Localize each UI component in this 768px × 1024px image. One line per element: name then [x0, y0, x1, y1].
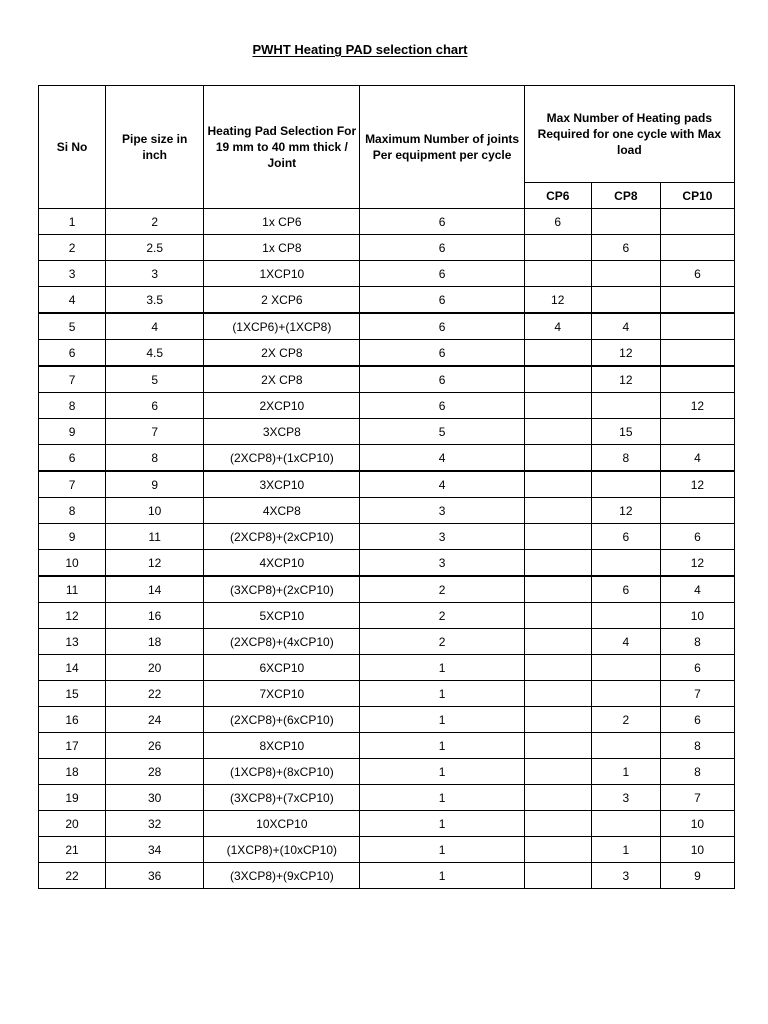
- table-row: [39, 419, 735, 445]
- cell-cp8: 12: [591, 366, 660, 393]
- cell-si-no: 18: [39, 759, 106, 785]
- table-row: [39, 681, 735, 707]
- table-row: [39, 313, 735, 340]
- cell-max-joints: 4: [360, 445, 524, 472]
- cell-cp10: 12: [660, 550, 734, 577]
- table-row: [39, 524, 735, 550]
- table-row: [39, 287, 735, 314]
- table-row: [39, 261, 735, 287]
- cell-pipe-size: 2.5: [106, 235, 204, 261]
- cell-cp10: [660, 287, 734, 314]
- header-cp8: CP8: [591, 183, 660, 209]
- cell-pipe-size: 3: [106, 261, 204, 287]
- cell-max-joints: 1: [360, 655, 524, 681]
- cell-max-joints: 1: [360, 785, 524, 811]
- header-si-no: Si No: [39, 86, 106, 209]
- cell-si-no: 5: [39, 313, 106, 340]
- cell-heating-pad-selection: (1XCP8)+(8xCP10): [204, 759, 360, 785]
- cell-max-joints: 6: [360, 393, 524, 419]
- cell-max-joints: 2: [360, 629, 524, 655]
- cell-si-no: 17: [39, 733, 106, 759]
- cell-cp8: [591, 681, 660, 707]
- cell-pipe-size: 5: [106, 366, 204, 393]
- header-cp10: CP10: [660, 183, 734, 209]
- cell-si-no: 3: [39, 261, 106, 287]
- cell-cp6: [524, 340, 591, 367]
- cell-heating-pad-selection: 8XCP10: [204, 733, 360, 759]
- header-max-pads-group: Max Number of Heating pads Required for one cycle with Max load: [524, 86, 734, 183]
- cell-heating-pad-selection: 1x CP6: [204, 209, 360, 235]
- cell-heating-pad-selection: 7XCP10: [204, 681, 360, 707]
- cell-max-joints: 6: [360, 366, 524, 393]
- table-row: [39, 733, 735, 759]
- cell-cp10: 9: [660, 863, 734, 889]
- cell-heating-pad-selection: (2XCP8)+(2xCP10): [204, 524, 360, 550]
- cell-max-joints: 1: [360, 681, 524, 707]
- cell-heating-pad-selection: 1XCP10: [204, 261, 360, 287]
- cell-heating-pad-selection: (1XCP8)+(10xCP10): [204, 837, 360, 863]
- header-cp6: CP6: [524, 183, 591, 209]
- cell-cp8: [591, 261, 660, 287]
- cell-heating-pad-selection: (2XCP8)+(1xCP10): [204, 445, 360, 472]
- header-max-joints: Maximum Number of joints Per equipment per cycle: [360, 86, 524, 209]
- cell-cp10: 8: [660, 629, 734, 655]
- cell-pipe-size: 34: [106, 837, 204, 863]
- table-body: [39, 209, 735, 889]
- cell-cp6: [524, 471, 591, 498]
- cell-heating-pad-selection: 4XCP8: [204, 498, 360, 524]
- cell-si-no: 4: [39, 287, 106, 314]
- cell-si-no: 22: [39, 863, 106, 889]
- cell-heating-pad-selection: 2 XCP6: [204, 287, 360, 314]
- cell-cp6: [524, 366, 591, 393]
- cell-si-no: 14: [39, 655, 106, 681]
- cell-pipe-size: 9: [106, 471, 204, 498]
- cell-si-no: 11: [39, 576, 106, 603]
- cell-pipe-size: 24: [106, 707, 204, 733]
- cell-cp8: 6: [591, 576, 660, 603]
- cell-cp6: 6: [524, 209, 591, 235]
- cell-cp10: 8: [660, 733, 734, 759]
- cell-cp10: 7: [660, 785, 734, 811]
- document-title: PWHT Heating PAD selection chart: [252, 42, 468, 57]
- cell-cp10: 10: [660, 603, 734, 629]
- cell-cp10: 10: [660, 837, 734, 863]
- cell-si-no: 21: [39, 837, 106, 863]
- cell-cp8: [591, 550, 660, 577]
- cell-cp6: 4: [524, 313, 591, 340]
- cell-cp8: 4: [591, 629, 660, 655]
- cell-cp10: 6: [660, 655, 734, 681]
- cell-cp6: [524, 733, 591, 759]
- cell-heating-pad-selection: 2X CP8: [204, 366, 360, 393]
- cell-pipe-size: 12: [106, 550, 204, 577]
- cell-pipe-size: 4: [106, 313, 204, 340]
- cell-pipe-size: 2: [106, 209, 204, 235]
- cell-cp10: 4: [660, 445, 734, 472]
- cell-cp10: [660, 498, 734, 524]
- cell-cp8: [591, 471, 660, 498]
- cell-si-no: 12: [39, 603, 106, 629]
- cell-pipe-size: 7: [106, 419, 204, 445]
- cell-pipe-size: 18: [106, 629, 204, 655]
- cell-heating-pad-selection: 5XCP10: [204, 603, 360, 629]
- cell-cp10: 6: [660, 524, 734, 550]
- cell-max-joints: 5: [360, 419, 524, 445]
- cell-cp8: 4: [591, 313, 660, 340]
- cell-cp10: 10: [660, 811, 734, 837]
- cell-heating-pad-selection: (2XCP8)+(4xCP10): [204, 629, 360, 655]
- cell-si-no: 15: [39, 681, 106, 707]
- cell-cp8: 2: [591, 707, 660, 733]
- cell-pipe-size: 32: [106, 811, 204, 837]
- cell-max-joints: 3: [360, 498, 524, 524]
- table-row: [39, 340, 735, 367]
- cell-pipe-size: 6: [106, 393, 204, 419]
- table-row: [39, 550, 735, 577]
- cell-heating-pad-selection: 4XCP10: [204, 550, 360, 577]
- cell-cp8: [591, 603, 660, 629]
- cell-cp6: [524, 550, 591, 577]
- cell-si-no: 16: [39, 707, 106, 733]
- cell-pipe-size: 10: [106, 498, 204, 524]
- cell-cp8: 1: [591, 759, 660, 785]
- cell-cp6: [524, 681, 591, 707]
- cell-heating-pad-selection: 1x CP8: [204, 235, 360, 261]
- cell-cp6: [524, 576, 591, 603]
- table-row: [39, 655, 735, 681]
- cell-max-joints: 3: [360, 524, 524, 550]
- cell-cp6: [524, 498, 591, 524]
- cell-max-joints: 6: [360, 287, 524, 314]
- cell-max-joints: 2: [360, 603, 524, 629]
- cell-cp10: [660, 235, 734, 261]
- cell-si-no: 8: [39, 393, 106, 419]
- table-row: [39, 209, 735, 235]
- table-row: [39, 576, 735, 603]
- cell-heating-pad-selection: 10XCP10: [204, 811, 360, 837]
- cell-cp10: [660, 419, 734, 445]
- cell-cp6: 12: [524, 287, 591, 314]
- cell-pipe-size: 16: [106, 603, 204, 629]
- cell-max-joints: 1: [360, 863, 524, 889]
- table-row: [39, 498, 735, 524]
- cell-max-joints: 3: [360, 550, 524, 577]
- cell-max-joints: 6: [360, 209, 524, 235]
- cell-si-no: 7: [39, 471, 106, 498]
- cell-cp6: [524, 629, 591, 655]
- cell-cp6: [524, 235, 591, 261]
- table-row: [39, 471, 735, 498]
- cell-cp6: [524, 863, 591, 889]
- cell-cp6: [524, 419, 591, 445]
- cell-si-no: 6: [39, 340, 106, 367]
- cell-max-joints: 1: [360, 811, 524, 837]
- cell-cp6: [524, 837, 591, 863]
- cell-cp8: [591, 209, 660, 235]
- cell-heating-pad-selection: 6XCP10: [204, 655, 360, 681]
- cell-pipe-size: 8: [106, 445, 204, 472]
- cell-cp6: [524, 707, 591, 733]
- cell-cp10: 8: [660, 759, 734, 785]
- cell-si-no: 9: [39, 419, 106, 445]
- cell-si-no: 20: [39, 811, 106, 837]
- cell-max-joints: 6: [360, 340, 524, 367]
- cell-cp6: [524, 655, 591, 681]
- cell-cp8: 1: [591, 837, 660, 863]
- cell-max-joints: 1: [360, 707, 524, 733]
- cell-pipe-size: 20: [106, 655, 204, 681]
- cell-max-joints: 2: [360, 576, 524, 603]
- cell-cp8: [591, 811, 660, 837]
- cell-cp8: [591, 393, 660, 419]
- cell-si-no: 6: [39, 445, 106, 472]
- cell-cp6: [524, 759, 591, 785]
- cell-si-no: 1: [39, 209, 106, 235]
- cell-cp10: [660, 209, 734, 235]
- cell-cp6: [524, 393, 591, 419]
- cell-heating-pad-selection: 3XCP8: [204, 419, 360, 445]
- cell-cp10: [660, 313, 734, 340]
- cell-pipe-size: 3.5: [106, 287, 204, 314]
- cell-si-no: 2: [39, 235, 106, 261]
- cell-heating-pad-selection: 2X CP8: [204, 340, 360, 367]
- cell-cp8: 6: [591, 235, 660, 261]
- cell-cp6: [524, 524, 591, 550]
- cell-cp10: 6: [660, 707, 734, 733]
- cell-cp8: 3: [591, 863, 660, 889]
- cell-pipe-size: 14: [106, 576, 204, 603]
- cell-max-joints: 6: [360, 313, 524, 340]
- cell-cp8: [591, 287, 660, 314]
- header-heating-pad-selection: Heating Pad Selection For 19 mm to 40 mm thick / Joint: [204, 86, 360, 209]
- cell-heating-pad-selection: 3XCP10: [204, 471, 360, 498]
- cell-pipe-size: 28: [106, 759, 204, 785]
- cell-max-joints: 1: [360, 733, 524, 759]
- cell-si-no: 13: [39, 629, 106, 655]
- cell-pipe-size: 30: [106, 785, 204, 811]
- cell-pipe-size: 4.5: [106, 340, 204, 367]
- table-row: [39, 603, 735, 629]
- table-row: [39, 707, 735, 733]
- cell-cp8: 3: [591, 785, 660, 811]
- table-row: [39, 837, 735, 863]
- cell-cp10: 12: [660, 393, 734, 419]
- table-row: [39, 785, 735, 811]
- cell-cp8: [591, 733, 660, 759]
- cell-max-joints: 1: [360, 759, 524, 785]
- heating-pad-selection-table: [38, 85, 735, 889]
- cell-cp8: 12: [591, 498, 660, 524]
- cell-cp10: 4: [660, 576, 734, 603]
- cell-pipe-size: 11: [106, 524, 204, 550]
- cell-cp8: 15: [591, 419, 660, 445]
- cell-cp6: [524, 445, 591, 472]
- header-pipe-size: Pipe size in inch: [106, 86, 204, 209]
- table-row: [39, 811, 735, 837]
- cell-max-joints: 1: [360, 837, 524, 863]
- table-row: [39, 235, 735, 261]
- cell-max-joints: 6: [360, 235, 524, 261]
- cell-cp8: 8: [591, 445, 660, 472]
- cell-heating-pad-selection: (3XCP8)+(7xCP10): [204, 785, 360, 811]
- table-row: [39, 393, 735, 419]
- cell-heating-pad-selection: (1XCP6)+(1XCP8): [204, 313, 360, 340]
- cell-si-no: 9: [39, 524, 106, 550]
- cell-cp10: [660, 340, 734, 367]
- cell-cp8: 6: [591, 524, 660, 550]
- cell-cp10: 7: [660, 681, 734, 707]
- cell-cp6: [524, 603, 591, 629]
- cell-cp8: 12: [591, 340, 660, 367]
- table-row: [39, 445, 735, 472]
- cell-si-no: 8: [39, 498, 106, 524]
- table-row: [39, 863, 735, 889]
- cell-pipe-size: 22: [106, 681, 204, 707]
- cell-si-no: 10: [39, 550, 106, 577]
- cell-cp6: [524, 811, 591, 837]
- cell-cp10: 6: [660, 261, 734, 287]
- cell-max-joints: 4: [360, 471, 524, 498]
- cell-cp10: [660, 366, 734, 393]
- cell-pipe-size: 26: [106, 733, 204, 759]
- cell-cp10: 12: [660, 471, 734, 498]
- cell-si-no: 7: [39, 366, 106, 393]
- cell-heating-pad-selection: (3XCP8)+(9xCP10): [204, 863, 360, 889]
- cell-cp8: [591, 655, 660, 681]
- cell-heating-pad-selection: (2XCP8)+(6xCP10): [204, 707, 360, 733]
- cell-max-joints: 6: [360, 261, 524, 287]
- cell-heating-pad-selection: (3XCP8)+(2xCP10): [204, 576, 360, 603]
- cell-cp6: [524, 261, 591, 287]
- table-row: [39, 366, 735, 393]
- cell-heating-pad-selection: 2XCP10: [204, 393, 360, 419]
- table-row: [39, 759, 735, 785]
- table-row: [39, 629, 735, 655]
- cell-si-no: 19: [39, 785, 106, 811]
- cell-cp6: [524, 785, 591, 811]
- cell-pipe-size: 36: [106, 863, 204, 889]
